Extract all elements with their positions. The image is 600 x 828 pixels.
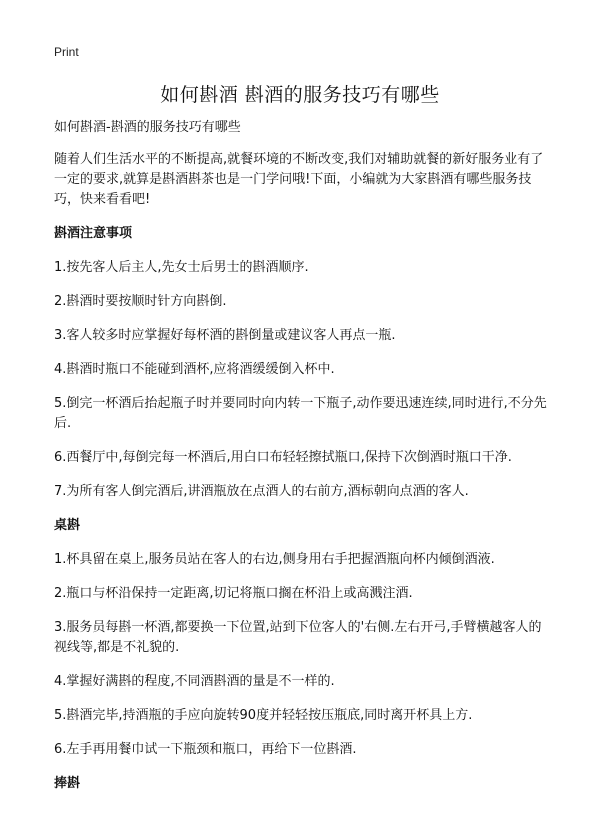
article-body	[54, 118, 548, 808]
list-item: 2.瓶口与杯沿保持一定距离,切记将瓶口搁在杯沿上或高溅注酒.	[54, 586, 413, 601]
list-item: 4.掌握好满斟的程度,不同酒斟酒的量是不一样的.	[54, 674, 335, 689]
section-hand-pour	[54, 774, 548, 794]
list-item: 1.按先客人后主人,先女士后男士的斟酒顺序.	[54, 260, 309, 275]
section-heading: 捧斟	[54, 776, 81, 791]
list-item: 3.服务员每斟一杯酒,都要换一下位置,站到下位客人的'右侧.左右开弓,手臂横越客人的视线等,都是不礼貌的.	[54, 620, 542, 655]
section-list	[54, 258, 548, 502]
list-item: 2.斟酒时要按顺时针方向斟倒.	[54, 294, 227, 309]
print-link[interactable]: Print	[54, 45, 79, 59]
list-item: 6.西餐厅中,每倒完每一杯酒后,用白口布轻轻擦拭瓶口,保持下次倒酒时瓶口干净.	[54, 450, 512, 465]
list-item: 4.斟酒时瓶口不能碰到酒杯,应将酒缓缓倒入杯中.	[54, 362, 335, 377]
section-table-pour	[54, 516, 548, 760]
list-item: 7.为所有客人倒完酒后,讲酒瓶放在点酒人的右前方,酒标朝向点酒的客人.	[54, 484, 469, 499]
section-heading: 桌斟	[54, 518, 81, 533]
list-item: 5.倒完一杯酒后抬起瓶子时并要同时向内转一下瓶子,动作要迅速连续,同时进行,不分先后.	[54, 396, 547, 431]
intro-paragraph: 随着人们生活水平的不断提高,就餐环境的不断改变,我们对辅助就餐的新好服务业有了一定的要求,就算是斟酒斟茶也是一门学问哦!下面，小编就为大家斟酒有哪些服务技巧，快来看看吧!	[54, 152, 544, 207]
list-item: 6.左手再用餐巾试一下瓶颈和瓶口，再给下一位斟酒.	[54, 742, 357, 757]
section-list	[54, 550, 548, 760]
section-precautions	[54, 224, 548, 502]
page-title: 如何斟酒 斟酒的服务技巧有哪些	[160, 84, 440, 106]
list-item: 3.客人较多时应掌握好每杯酒的斟倒量或建议客人再点一瓶.	[54, 328, 396, 343]
article-subtitle: 如何斟酒-斟酒的服务技巧有哪些	[54, 120, 241, 135]
list-item: 1.杯具留在桌上,服务员站在客人的右边,侧身用右手把握酒瓶向杯内倾倒酒液.	[54, 552, 495, 567]
section-heading: 斟酒注意事项	[54, 226, 133, 241]
list-item: 5.斟酒完毕,持酒瓶的手应向旋转90度并轻轻按压瓶底,同时离开杯具上方.	[54, 708, 473, 723]
